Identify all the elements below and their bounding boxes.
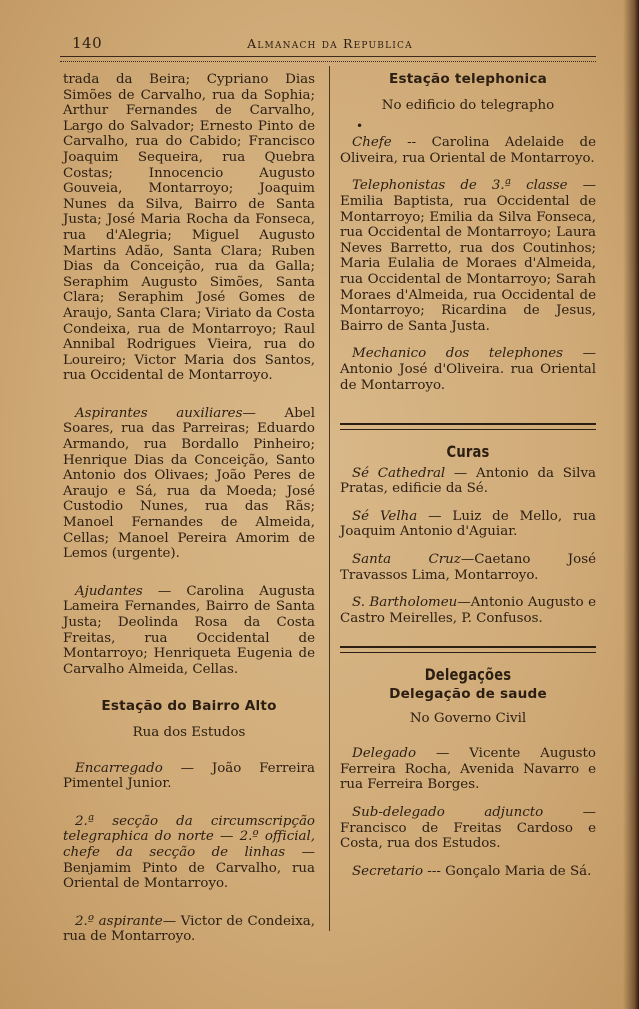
continued-list-paragraph: trada da Beira; Cypriano Dias Simões de Carvalho, rua da Sophia; Arthur Fernandes de Carvalho, Largo do Salvador; Ernesto Pinto de Carvalho, rua do Cabido; Francisco Joaquim Sequeira, rua Quebra Costas; Innocencio Augusto Gouveia, Montarroyo; Joaquim Nunes da Silva, Bairro de Santa Justa; José Maria Rocha da Fonseca, rua d'Alegria; Miguel Augusto Martins Adão, Santa Clara; Ruben Dias da Conceição, rua da Galla; Seraphim Augusto Simões, Santa Clara; Seraphim José Gomes de Araujo, Santa Clara; Viriato da Costa Condeixa, rua de Montarroyo; Raul Annibal Rodrigues Vieira, rua do Loureiro; Victor Maria dos Santos, rua Occidental de Montarroyo. — [63, 72, 315, 384]
se-velha-label: Sé Velha — [352, 508, 418, 524]
mechanico-paragraph: Mechanico dos telephones — Antonio José d'Oliveira. rua Oriental de Montarroyo. — [340, 346, 597, 393]
curas-heading: Curas — [446, 442, 490, 462]
delegado-paragraph: Delegado — Vicente Augusto Ferreira Rocha, Avenida Navarro e rua Ferreira Borges. — [340, 746, 596, 793]
subdelegado-label: Sub-delegado adjuncto — [352, 805, 544, 820]
aspirante-label: 2.º aspirante — [75, 913, 163, 929]
seccao-paragraph: 2.ª secção da circumscripção telegraphica do norte — 2.º official, chefe da secção de linhas — Benjamim Pinto de Carvalho, rua Oriental de Montarroyo. — [63, 813, 315, 892]
aspirantes-paragraph: Aspirantes auxiliares— Abel Soares, rua das Parreiras; Eduardo Armando, rua Bordallo Pinheiro; Henrique Dias da Conceição, Santo Antonio dos Olivaes; João Peres de Araujo e Sá, rua da Moeda; José Custodio Nunes, rua das Rãs; Manoel Fernandes de Almeida, Cellas; Manoel Pereira Amorim de Lemos (urgente). — [63, 405, 315, 562]
santa-cruz-label: Santa Cruz — [352, 552, 461, 568]
bartholomeu-paragraph: S. Bartholomeu—Antonio Augusto e Castro Meirelles, P. Confusos. — [340, 595, 596, 626]
se-velha-paragraph: Sé Velha — Luiz de Mello, rua Joaquim Antonio d'Aguiar. — [340, 508, 596, 540]
saude-heading: Delegação de saude — [389, 686, 547, 703]
mechanico-label: Mechanico dos telephones — [352, 346, 564, 362]
header-rule — [60, 56, 596, 62]
aspirante-paragraph: 2.º aspirante— Victor de Condeixa, rua de Montarroyo. — [63, 913, 315, 945]
left-column — [63, 72, 315, 967]
aspirantes-label: Aspirantes auxiliares — [75, 405, 243, 421]
delegacoes-heading: Delegações — [424, 665, 512, 685]
section-rule — [340, 423, 596, 430]
seccao-label: 2.ª secção da circumscripção telegraphica do norte — 2.º official, chefe da secção de linhas — [63, 813, 315, 860]
running-title: Almanach da Republica — [247, 36, 413, 51]
telephonistas-paragraph: Telephonistas de 3.ª classe — Emilia Baptista, rua Occidental de Montarroyo; Emilia da Silva Fonseca, rua Occidental de Montarroyo; Laura Neves Barretto, rua dos Coutinhos; Maria Eulalia de Moraes d'Almeida, rua Occidental de Montarroyo; Sarah Moraes d'Almeida, rua Occidental de Montarroyo; Ricardina de Jesus, Bairro de Santa Justa. — [340, 178, 596, 334]
stray-mark: • — [356, 119, 364, 134]
encarregado-label: Encarregado — [75, 760, 163, 776]
page-number: 140 — [72, 34, 103, 52]
bairro-alto-heading: Estação do Bairro Alto — [101, 698, 277, 715]
right-column — [340, 72, 596, 891]
bairro-alto-address: Rua dos Estudos — [132, 724, 246, 740]
secretario-label: Secretario — [352, 863, 424, 879]
santa-cruz-paragraph: Santa Cruz—Caetano José Travassos Lima, Montarroyo. — [340, 552, 596, 583]
encarregado-paragraph: Encarregado — João Ferreira Pimentel Junior. — [63, 760, 315, 792]
se-cathedral-paragraph: Sé Cathedral — Antonio da Silva Pratas, edificie da Sé. — [340, 465, 596, 497]
telephonica-heading: Estação telephonica — [388, 71, 548, 87]
telephonica-address: No edificio do telegrapho — [381, 97, 555, 113]
chefe-paragraph: Chefe -- Carolina Adelaide de Oliveira, rua Oriental de Montarroyo. — [340, 135, 596, 166]
saude-address: No Governo Civil — [409, 710, 527, 726]
ajudantes-label: Ajudantes — [75, 583, 143, 599]
column-divider — [329, 66, 330, 931]
bartholomeu-label: S. Bartholomeu — [352, 595, 458, 611]
ajudantes-paragraph: Ajudantes — Carolina Augusta Lameira Fernandes, Bairro de Santa Justa; Deolinda Rosa da Costa Freitas, rua Occidental de Montarroyo; Henriqueta Eugenia de Carvalho Almeida, Cellas. — [63, 583, 315, 677]
chefe-label: Chefe — [352, 135, 392, 151]
se-cathedral-label: Sé Cathedral — [352, 465, 446, 481]
section-rule-2 — [340, 646, 596, 653]
page-header — [60, 34, 600, 54]
subdelegado-paragraph: Sub-delegado adjuncto — Francisco de Freitas Cardoso e Costa, rua dos Estudos. — [340, 805, 596, 852]
secretario-paragraph: Secretario --- Gonçalo Maria de Sá. — [352, 863, 592, 879]
delegado-label: Delegado — [352, 746, 417, 762]
binding-shadow — [623, 0, 639, 1009]
telephonistas-label: Telephonistas de 3.ª classe — [352, 178, 568, 194]
